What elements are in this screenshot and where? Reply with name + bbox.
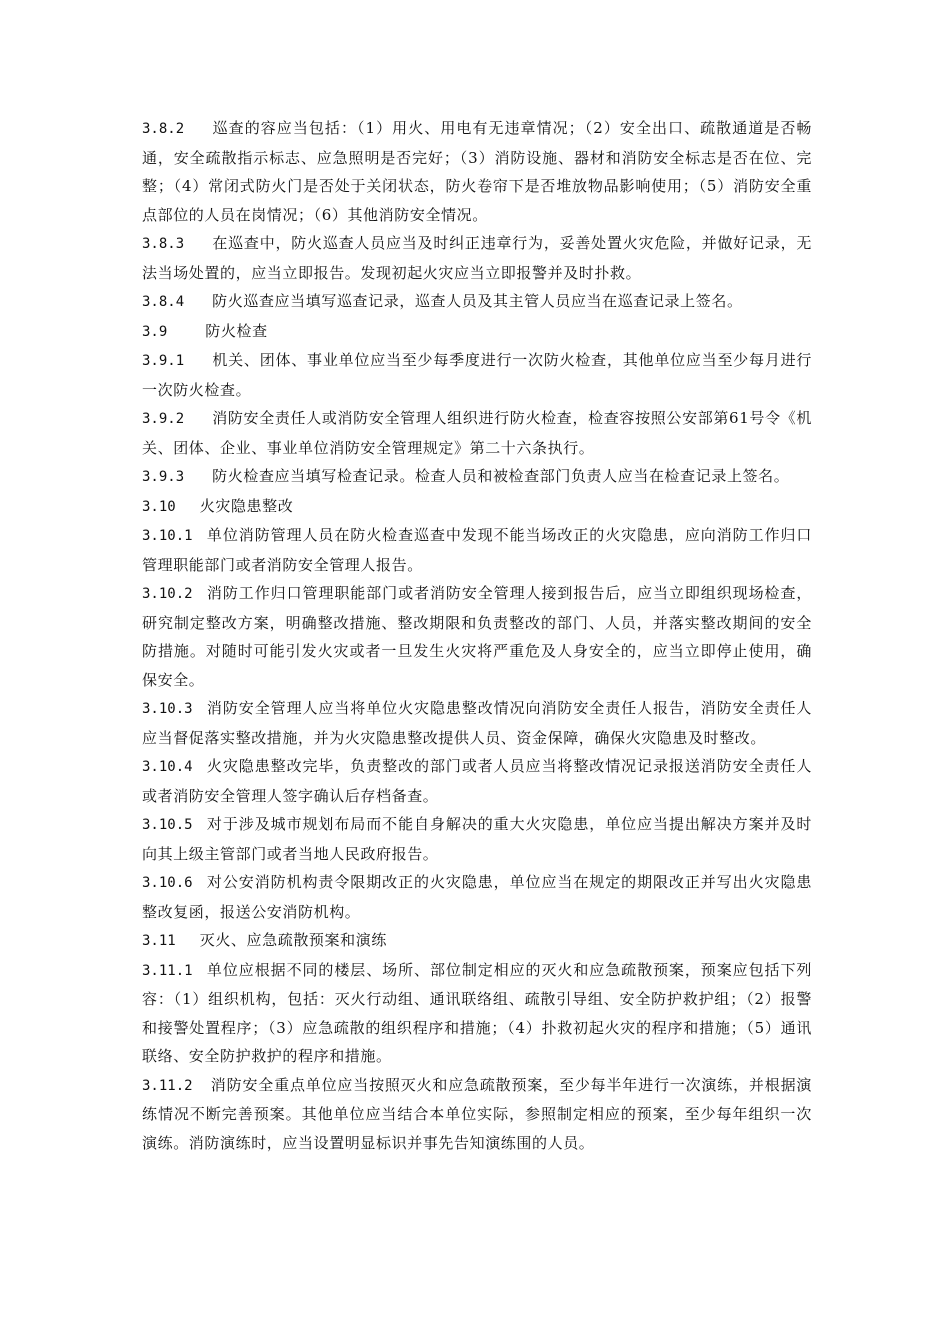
clause-text: 单位应根据不同的楼层、场所、部位制定相应的灭火和应急疏散预案，预案应包括下列容：（1）组织机构，包括：灭火行动组、通讯联络组、疏散引导组、安全防护救护组；（2）报警和接警处置程序；（3）应急疏散的组织程序和措施；（4）扑救初起火灾的程序和措施；（5）通讯联络、安全防护救护的程序和措施。 [142,960,812,1065]
clause-text: 防火检查应当填写检查记录。检查人员和被检查部门负责人应当在检查记录上签名。 [212,467,790,485]
clause-3-10-4 [142,752,812,810]
clause-number: 3.9.2 [142,411,185,427]
clause-3-10-1 [142,521,812,579]
section-title: 防火检查 [205,321,268,340]
clause-3-8-2 [142,114,812,229]
clause-text: 消防安全重点单位应当按照灭火和应急疏散预案，至少每半年进行一次演练，并根据演练情况不断完善预案。其他单位应当结合本单位实际，参照制定相应的预案，至少每年组织一次演练。消防演练时，应当设置明显标识并事先告知演练围的人员。 [142,1075,812,1152]
clause-3-9-3 [142,462,812,492]
clause-text: 对于涉及城市规划布局而不能自身解决的重大火灾隐患，单位应当提出解决方案并及时向其上级主管部门或者当地人民政府报告。 [142,815,812,863]
section-heading-3-11 [142,926,812,956]
clause-number: 3.8.4 [142,294,185,310]
section-title: 灭火、应急疏散预案和演练 [199,931,387,949]
clause-number: 3.11.1 [142,962,193,979]
clause-text: 消防安全责任人或消防安全管理人组织进行防火检查，检查容按照公安部第61号令《机关、团体、企业、事业单位消防安全管理规定》第二十六条执行。 [142,409,812,457]
clause-number: 3.10.1 [142,528,193,544]
clause-3-8-3 [142,229,812,287]
section-title: 火灾隐患整改 [199,496,294,515]
clause-number: 3.11.2 [142,1077,193,1094]
clause-number: 3.10.2 [142,586,193,602]
section-heading-3-9 [142,317,812,347]
clause-text: 巡查的容应当包括：（1）用火、用电有无违章情况；（2）安全出口、疏散通道是否畅通，安全疏散指示标志、应急照明是否完好；（3）消防设施、器材和消防安全标志是否在位、完整；（4）常闭式防火门是否处于关闭状态，防火卷帘下是否堆放物品影响使用；（5）消防安全重点部位的人员在岗情况；（6）其他消防安全情况。 [142,119,812,224]
clause-3-10-3 [142,694,812,752]
clause-text: 消防安全管理人应当将单位火灾隐患整改情况向消防安全责任人报告，消防安全责任人应当督促落实整改措施，并为火灾隐患整改提供人员、资金保障，确保火灾隐患及时整改。 [142,699,812,747]
clause-3-8-4 [142,287,812,317]
clause-number: 3.8.3 [142,236,185,252]
clause-text: 机关、团体、事业单位应当至少每季度进行一次防火检查，其他单位应当至少每月进行一次防火检查。 [142,351,812,399]
clause-3-10-6 [142,868,812,926]
clause-number: 3.9.1 [142,353,185,369]
clause-number: 3.10.3 [142,701,193,717]
clause-3-11-2 [142,1071,812,1158]
clause-3-9-1 [142,346,812,404]
clause-3-10-5 [142,810,812,868]
clause-text: 火灾隐患整改完毕，负责整改的部门或者人员应当将整改情况记录报送消防安全责任人或者消防安全管理人签字确认后存档备查。 [142,757,812,805]
clause-text: 防火巡查应当填写巡查记录，巡查人员及其主管人员应当在巡查记录上签名。 [212,292,743,310]
clause-text: 单位消防管理人员在防火检查巡查中发现不能当场改正的火灾隐患，应向消防工作归口管理职能部门或者消防安全管理人报告。 [142,526,812,574]
section-heading-3-10 [142,492,812,522]
clause-number: 3.10.4 [142,759,193,775]
section-number: 3.10 [142,498,176,515]
clause-text: 对公安消防机构责令限期改正的火灾隐患，单位应当在规定的期限改正并写出火灾隐患整改复函，报送公安消防机构。 [142,873,812,921]
document-body [142,114,812,1157]
clause-3-11-1 [142,956,812,1071]
clause-3-9-2 [142,404,812,462]
clause-number: 3.8.2 [142,121,185,137]
section-number: 3.9 [142,323,168,340]
clause-number: 3.10.6 [142,875,193,891]
clause-number: 3.10.5 [142,817,193,833]
section-number: 3.11 [142,933,176,949]
clause-text: 消防工作归口管理职能部门或者消防安全管理人接到报告后，应当立即组织现场检查，研究制定整改方案，明确整改措施、整改期限和负责整改的部门、人员，并落实整改期间的安全防措施。对随时可能引发火灾或者一旦发生火灾将严重危及人身安全的，应当立即停止使用，确保安全。 [142,584,812,689]
clause-text: 在巡查中，防火巡查人员应当及时纠正违章行为，妥善处置火灾危险，并做好记录，无法当场处置的，应当立即报告。发现初起火灾应当立即报警并及时扑救。 [142,234,812,282]
clause-3-10-2 [142,579,812,694]
clause-number: 3.9.3 [142,469,185,485]
